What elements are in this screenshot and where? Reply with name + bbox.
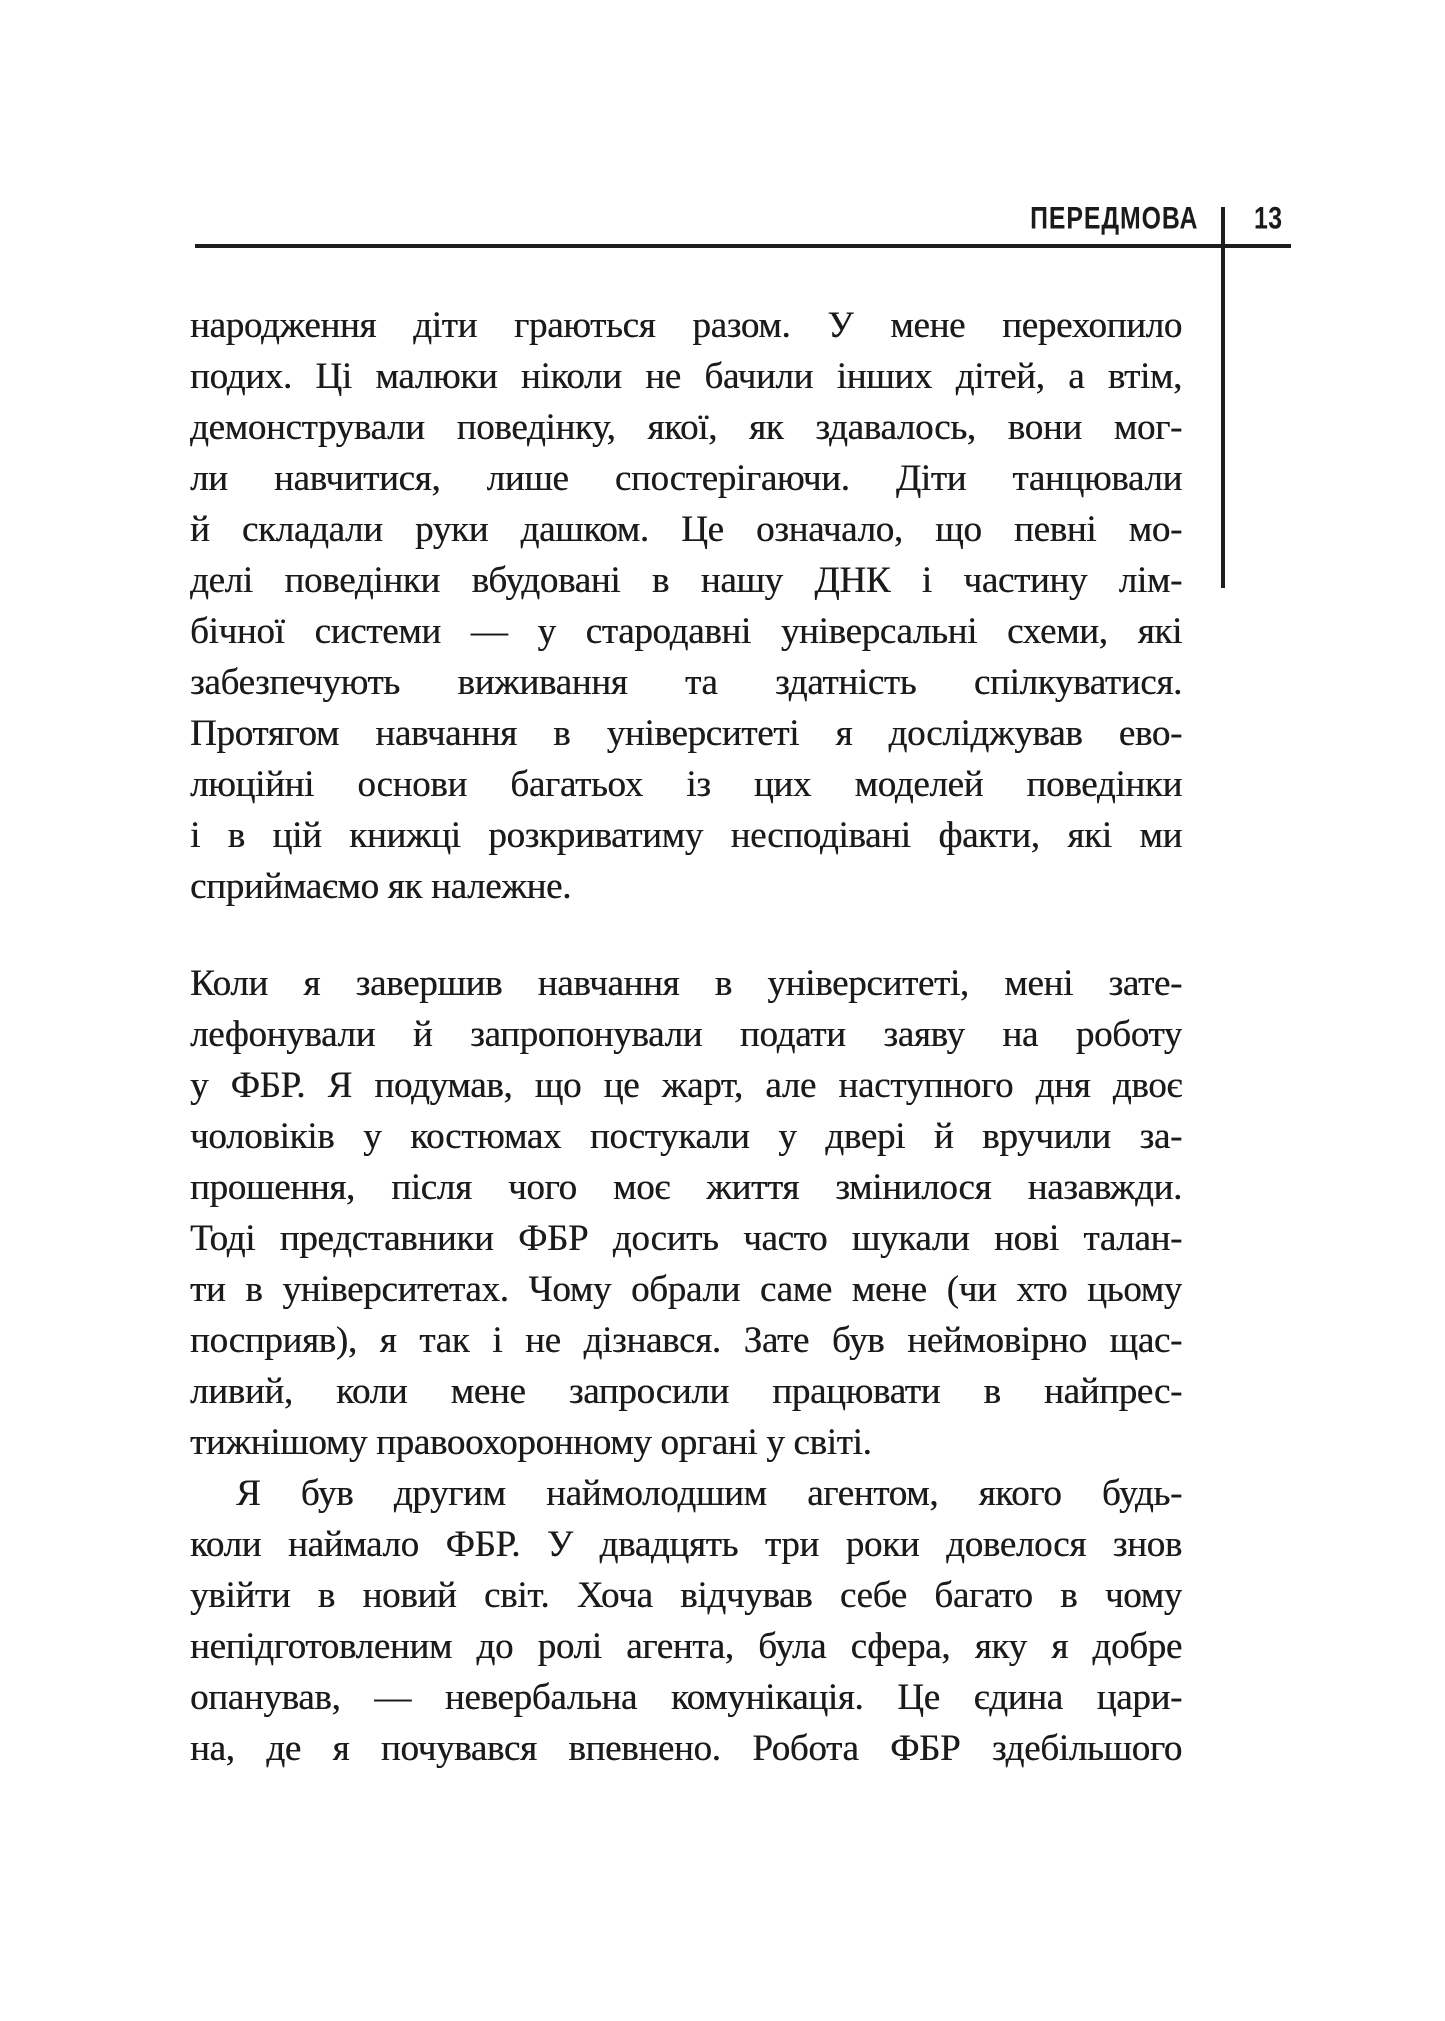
text-line: делі поведінки вбудовані в нашу ДНК і частину лім-	[190, 560, 1182, 601]
text-line: Я був другим наймолодшим агентом, якого будь-	[236, 1473, 1182, 1514]
text-line: люційні основи багатьох із цих моделей поведінки	[190, 764, 1182, 805]
paragraph	[190, 958, 1182, 1468]
paragraph	[190, 300, 1182, 912]
text-line: на, де я почувався впевнено. Робота ФБР здебільшого	[190, 1728, 1182, 1769]
text-line: й складали руки дашком. Це означало, що певні мо-	[190, 509, 1182, 550]
text-line: коли наймало ФБР. У двадцять три роки довелося знов	[190, 1524, 1182, 1565]
text-line: демонстрували поведінку, якої, як здавалось, вони мог-	[190, 407, 1182, 448]
text-line: бічної системи — у стародавні універсальні схеми, які	[190, 611, 1182, 652]
text-line: прошення, після чого моє життя змінилося назавжди.	[190, 1167, 1182, 1208]
text-line: народження діти граються разом. У мене перехопило	[190, 305, 1182, 346]
text-line: лефонували й запропонували подати заяву на роботу	[190, 1014, 1182, 1055]
text-line: увійти в новий світ. Хоча відчував себе багато в чому	[190, 1575, 1182, 1616]
text-line: у ФБР. Я подумав, що це жарт, але наступного дня двоє	[190, 1065, 1182, 1106]
body-text	[190, 300, 1182, 1774]
text-line: Коли я завершив навчання в університеті, мені зате-	[190, 963, 1182, 1004]
text-line: тижнішому правоохоронному органі у світі.	[190, 1422, 872, 1463]
text-line: ли навчитися, лише спостерігаючи. Діти танцювали	[190, 458, 1182, 499]
text-line: Тоді представники ФБР досить часто шукали нові талан-	[190, 1218, 1182, 1259]
text-line: ти в університетах. Чому обрали саме мене (чи хто цьому	[190, 1269, 1182, 1310]
chapter-header-title: ПЕРЕДМОВА	[1030, 200, 1199, 236]
paragraph	[190, 1468, 1182, 1774]
text-line: подих. Ці малюки ніколи не бачили інших дітей, а втім,	[190, 356, 1182, 397]
text-line: чоловіків у костюмах постукали у двері й вручили за-	[190, 1116, 1182, 1157]
text-line: сприймаємо як належне.	[190, 866, 572, 907]
text-line: і в цій книжці розкриватиму несподівані факти, які ми	[190, 815, 1182, 856]
text-line: опанував, — невербальна комунікація. Це єдина цари-	[190, 1677, 1182, 1718]
text-line: ливий, коли мене запросили працювати в найпрес-	[190, 1371, 1182, 1412]
header-vertical-divider	[1221, 207, 1225, 588]
text-line: забезпечують виживання та здатність спілкуватися.	[190, 662, 1182, 703]
text-line: посприяв), я так і не дізнався. Зате був неймовірно щас-	[190, 1320, 1182, 1361]
text-line: Протягом навчання в університеті я досліджував ево-	[190, 713, 1182, 754]
header-horizontal-rule	[195, 244, 1291, 248]
page-number: 13	[1254, 200, 1283, 236]
text-line: непідготовленим до ролі агента, була сфера, яку я добре	[190, 1626, 1182, 1667]
